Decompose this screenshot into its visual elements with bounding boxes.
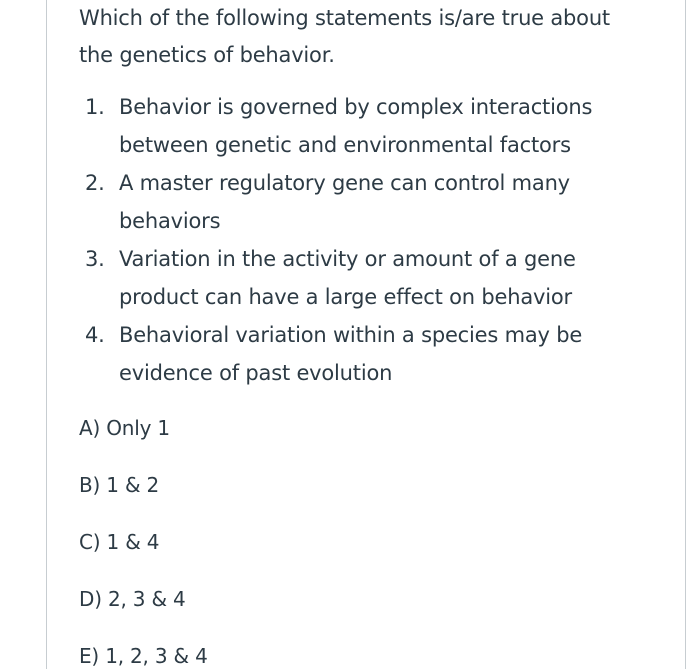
question-text — [79, 0, 679, 74]
statement-item — [79, 316, 659, 392]
statement-number: 3. — [85, 247, 105, 271]
statement-item — [79, 240, 659, 316]
question-line-2: the genetics of behavior. — [79, 43, 335, 67]
answer-option-e[interactable]: E) 1, 2, 3 & 4 — [79, 644, 208, 668]
statement-number: 4. — [85, 323, 105, 347]
statement-item — [79, 88, 659, 164]
statement-line-2: evidence of past evolution — [119, 361, 393, 385]
statement-line-2: between genetic and environmental factors — [119, 133, 571, 157]
statement-line-1: A master regulatory gene can control many — [119, 171, 570, 195]
answer-option-d[interactable]: D) 2, 3 & 4 — [79, 587, 186, 611]
statement-line-1: Behavioral variation within a species may be — [119, 323, 583, 347]
answer-option-c[interactable]: C) 1 & 4 — [79, 530, 160, 554]
statement-list — [79, 88, 659, 392]
statement-item — [79, 164, 659, 240]
statement-number: 2. — [85, 171, 105, 195]
answer-option-a[interactable]: A) Only 1 — [79, 416, 170, 440]
statement-line-1: Behavior is governed by complex interactions — [119, 95, 593, 119]
statement-line-2: behaviors — [119, 209, 221, 233]
answer-options — [79, 410, 208, 669]
statement-line-2: product can have a large effect on behavior — [119, 285, 572, 309]
question-line-1: Which of the following statements is/are true about — [79, 6, 610, 30]
statement-line-1: Variation in the activity or amount of a gene — [119, 247, 576, 271]
answer-option-b[interactable]: B) 1 & 2 — [79, 473, 160, 497]
statement-number: 1. — [85, 95, 105, 119]
